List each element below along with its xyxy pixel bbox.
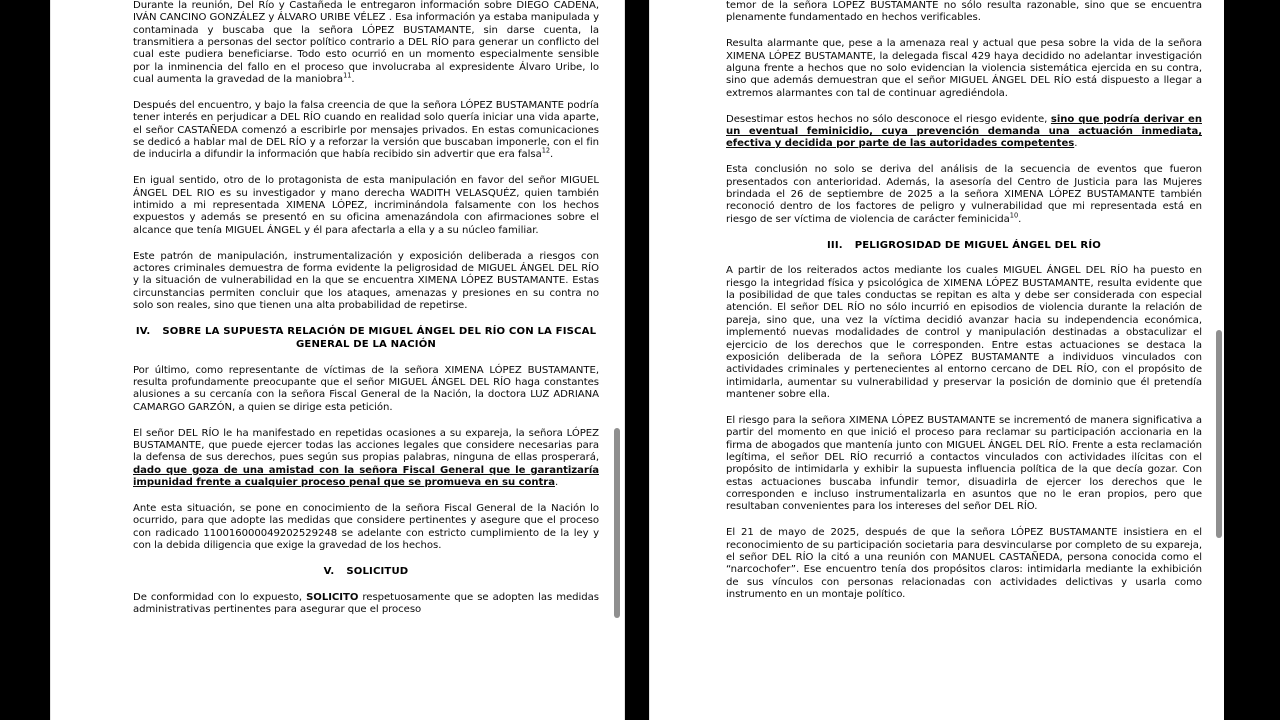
- text-run: Por último, como representante de víctimas de la señora XIMENA LÓPEZ BUSTAMANTE, resulta profundamente preocupante que el señor MIGUEL ÁNGEL DEL RÍO haga constantes alusiones a su cercanía con la señora Fiscal General de la Nación, la doctora LUZ ADRIANA CAMARGO GARZÓN, a quien se dirige esta petición.: [133, 364, 599, 413]
- document-paragraph: [133, 365, 599, 414]
- text-run: Durante la reunión, Del Río y Castañeda le entregaron información sobre DIEGO CADENA, IVÁN CANCINO GONZÁLEZ y ÁLVARO URIBE VÉLEZ . Esa información ya estaba manipulada y contaminada y buscaba que la señora LÓPEZ BUSTAMANTE, sin darse cuenta, la transmitiera a personas del sector político contrario a DEL RÍO para generar un conflicto del cual este pudiera beneficiarse. Todo esto ocurrió en un momento especialmente sensible por la inminencia del fallo en el proceso que involucraba al expresidente Álvaro Uribe, lo cual aumenta la gravedad de la maniobra: [133, 0, 599, 86]
- document-paragraph: [726, 527, 1202, 601]
- text-run: .: [550, 149, 554, 161]
- document-page-right: [650, 0, 1223, 720]
- emphasized-text: SOLICITO: [306, 591, 359, 603]
- document-paragraph: [133, 428, 599, 490]
- document-paragraph: [726, 415, 1202, 514]
- section-heading: [133, 566, 599, 579]
- text-run: En igual sentido, otro de lo protagonista de esta manipulación en favor del señor MIGUEL ÁNGEL DEL RIO es su investigador y mano derecha WADITH VELASQUÉZ, quien también intimido a mi representada XIMENA LÓPEZ, incriminándola falsamente con los hechos expuestos y además se presentó en su oficina amenazándola con afirmaciones sobre el alcance que tenía MIGUEL ÁNGEL y él para afectarla a ella y a su núcleo familiar.: [133, 175, 599, 236]
- document-paragraph: [726, 0, 1202, 25]
- viewer-background-right: [1223, 0, 1280, 720]
- document-paragraph: [133, 0, 599, 86]
- section-title: PELIGROSIDAD DE MIGUEL ÁNGEL DEL RÍO: [854, 239, 1101, 251]
- text-run: El riesgo para la señora XIMENA LÓPEZ BUSTAMANTE se incrementó de manera significativa a partir del momento en que inició el proceso para reclamar su participación accionaria en la firma de abogados que mantenía junto con MIGUEL ÁNGEL DEL RÍO. Frente a esta reclamación legítima, el señor DEL RÍO recurrió a contactos vinculados con actividades ilícitas con el propósito de intimidarla y exhibir la supuesta influencia política de la que decía gozar. Con estas actuaciones buscaba infundir temor, disuadirla de ejercer los derechos que le corresponden e incluso instrumentalizarla en asuntos que no le eran propios, pero que resultaban convenientes para los intereses del señor DEL RÍO.: [726, 414, 1202, 513]
- footnote-marker: 10: [1009, 211, 1019, 220]
- section-number: IV.: [135, 325, 151, 337]
- scrollbar-right-track[interactable]: [1215, 0, 1224, 720]
- text-run: .: [1074, 138, 1078, 150]
- text-run: El señor DEL RÍO le ha manifestado en repetidas ocasiones a su expareja, la señora LÓPEZ BUSTAMANTE, que puede ejercer todas las acciones legales que considere necesarias para la defensa de sus derechos, pues según sus propias palabras, ninguna de ellas prosperará,: [133, 427, 599, 464]
- document-paragraph: [726, 38, 1202, 100]
- text-run: respetuosamente que se adopten las medidas administrativas pertinentes para asegurar que el proceso: [133, 591, 599, 616]
- footnote-marker: 11: [343, 71, 352, 80]
- text-run: temor de la señora LÓPEZ BUSTAMANTE no sólo resulta razonable, sino que se encuentra plenamente fundamentado en hechos verificables.: [726, 0, 1202, 24]
- document-paragraph: [133, 592, 599, 617]
- viewer-background-left: [0, 0, 51, 720]
- document-paragraph: [133, 100, 599, 162]
- text-run: Desestimar estos hechos no sólo desconoce el riesgo evidente,: [726, 113, 1051, 125]
- scrollbar-left-track[interactable]: [613, 0, 622, 720]
- section-title: SOBRE LA SUPUESTA RELACIÓN DE MIGUEL ÁNGEL DEL RÍO CON LA FISCAL GENERAL DE LA NACIÓN: [162, 325, 597, 350]
- section-number: III.: [827, 239, 843, 251]
- document-page-left: [51, 0, 624, 720]
- document-paragraph: [133, 503, 599, 552]
- section-heading: [726, 240, 1202, 253]
- text-run: .: [351, 74, 355, 86]
- text-run: Resulta alarmante que, pese a la amenaza real y actual que pesa sobre la vida de la señora XIMENA LÓPEZ BUSTAMANTE, la delegada fiscal 429 haya decidido no adelantar investigación alguna frente a hechos que no solo evidencian la violencia sistemática ejercida en su contra, sino que además demuestran que el señor MIGUEL ÁNGEL DEL RÍO está dispuesto a llegar a extremos alarmantes con tal de continuar agrediéndola.: [726, 38, 1202, 99]
- emphasized-underlined-text: dado que goza de una amistad con la señora Fiscal General que le garantizaría impunidad frente a cualquier proceso penal que se promueva en su contra: [133, 464, 599, 489]
- emphasized-underlined-text: sino que podría derivar en un eventual feminicidio, cuya prevención demanda una actuación inmediata, efectiva y decidida por parte de las autoridades competentes: [726, 113, 1202, 150]
- section-number: V.: [323, 566, 335, 577]
- text-run: .: [1018, 213, 1022, 225]
- page-left-content: [51, 0, 624, 630]
- document-paragraph: [133, 251, 599, 313]
- text-run: Ante esta situación, se pone en conocimiento de la señora Fiscal General de la Nación lo ocurrido, para que adopte las medidas que considere pertinentes y asegure que el proceso con radicado 110016000049202529248 se adelante con estricto cumplimiento de la ley y con la debida diligencia que exige la gravedad de los hechos.: [133, 503, 599, 552]
- page-right-content: [650, 0, 1223, 615]
- section-title: SOLICITUD: [346, 566, 409, 577]
- text-run: .: [555, 477, 559, 489]
- text-run: A partir de los reiterados actos mediante los cuales MIGUEL ÁNGEL DEL RÍO ha puesto en riesgo la integridad física y psicológica de XIMENA LÓPEZ BUSTAMANTE, resulta evidente que la posibilidad de que tales conductas se repitan es alta y debe ser considerada con especial atención. El señor DEL RÍO no sólo incurrió en episodios de violencia durante la relación de pareja, sino que, una vez la víctima decidió avanzar hacia su independencia económica, implementó nuevas modalidades de control y manipulación destinadas a obstaculizar el ejercicio de los derechos que le corresponden. Entre estas actuaciones se destaca la exposición deliberada de la señora LÓPEZ BUSTAMANTE a individuos vinculados con actividades criminales y pertenecientes al entorno cercano de DEL RÍO, con el propósito de intimidarla, aumentar su vulnerabilidad y preservar la posición de dominio que él pretendía mantener sobre ella.: [726, 265, 1202, 400]
- text-run: Esta conclusión no solo se deriva del análisis de la secuencia de eventos que fueron presentados con anterioridad. Además, la asesoría del Centro de Justicia para las Mujeres brindada el 26 de septiembre de 2025 a la señora XIMENA LÓPEZ BUSTAMANTE también reconoció dentro de los factores de peligro y vulnerabilidad que mi representada está en riesgo de ser víctima de violencia de carácter feminicida: [726, 164, 1202, 225]
- document-paragraph: [726, 114, 1202, 151]
- section-heading: [133, 326, 599, 352]
- viewer-background-middle: [624, 0, 650, 720]
- text-run: El 21 de mayo de 2025, después de que la señora LÓPEZ BUSTAMANTE insistiera en el reconocimiento de su participación societaria para desvincularse por completo de su expareja, el señor DEL RÍO la citó a una reunión con MANUEL CASTAÑEDA, persona conocida como el “narcochofer”. Ese encuentro tenía dos propósitos claros: intimidarla mediante la exhibición de sus vínculos con personas relacionadas con actividades delictivas y usarla como instrumento en un montaje político.: [726, 527, 1202, 600]
- document-paragraph: [726, 164, 1202, 226]
- document-paragraph: [133, 175, 599, 237]
- text-run: Después del encuentro, y bajo la falsa creencia de que la señora LÓPEZ BUSTAMANTE podría tener interés en perjudicar a DEL RÍO cuando en realidad solo quería iniciar una vida aparte, el señor CASTAÑEDA comenzó a escribirle por mensajes privados. En estas comunicaciones se dedicó a hablar mal de DEL RÍO y a reforzar la versión que buscaban imponerle, con el fin de inducirla a difundir la información que había recibido sin advertir que era falsa: [133, 100, 599, 161]
- scrollbar-right-thumb[interactable]: [1216, 330, 1222, 538]
- text-run: De conformidad con lo expuesto,: [133, 591, 307, 603]
- footnote-marker: 12: [541, 147, 550, 156]
- scrollbar-left-thumb[interactable]: [614, 428, 620, 618]
- text-run: Este patrón de manipulación, instrumentalización y exposición deliberada a riesgos con actores criminales demuestra de forma evidente la peligrosidad de MIGUEL ÁNGEL DEL RÍO y la situación de vulnerabilidad en la que se encuentra XIMENA LÓPEZ BUSTAMANTE. Estas circunstancias permiten concluir que los ataques, amenazas y presiones en su contra no solo son reales, sino que tienen una alta probabilidad de repetirse.: [133, 250, 599, 311]
- document-paragraph: [726, 265, 1202, 401]
